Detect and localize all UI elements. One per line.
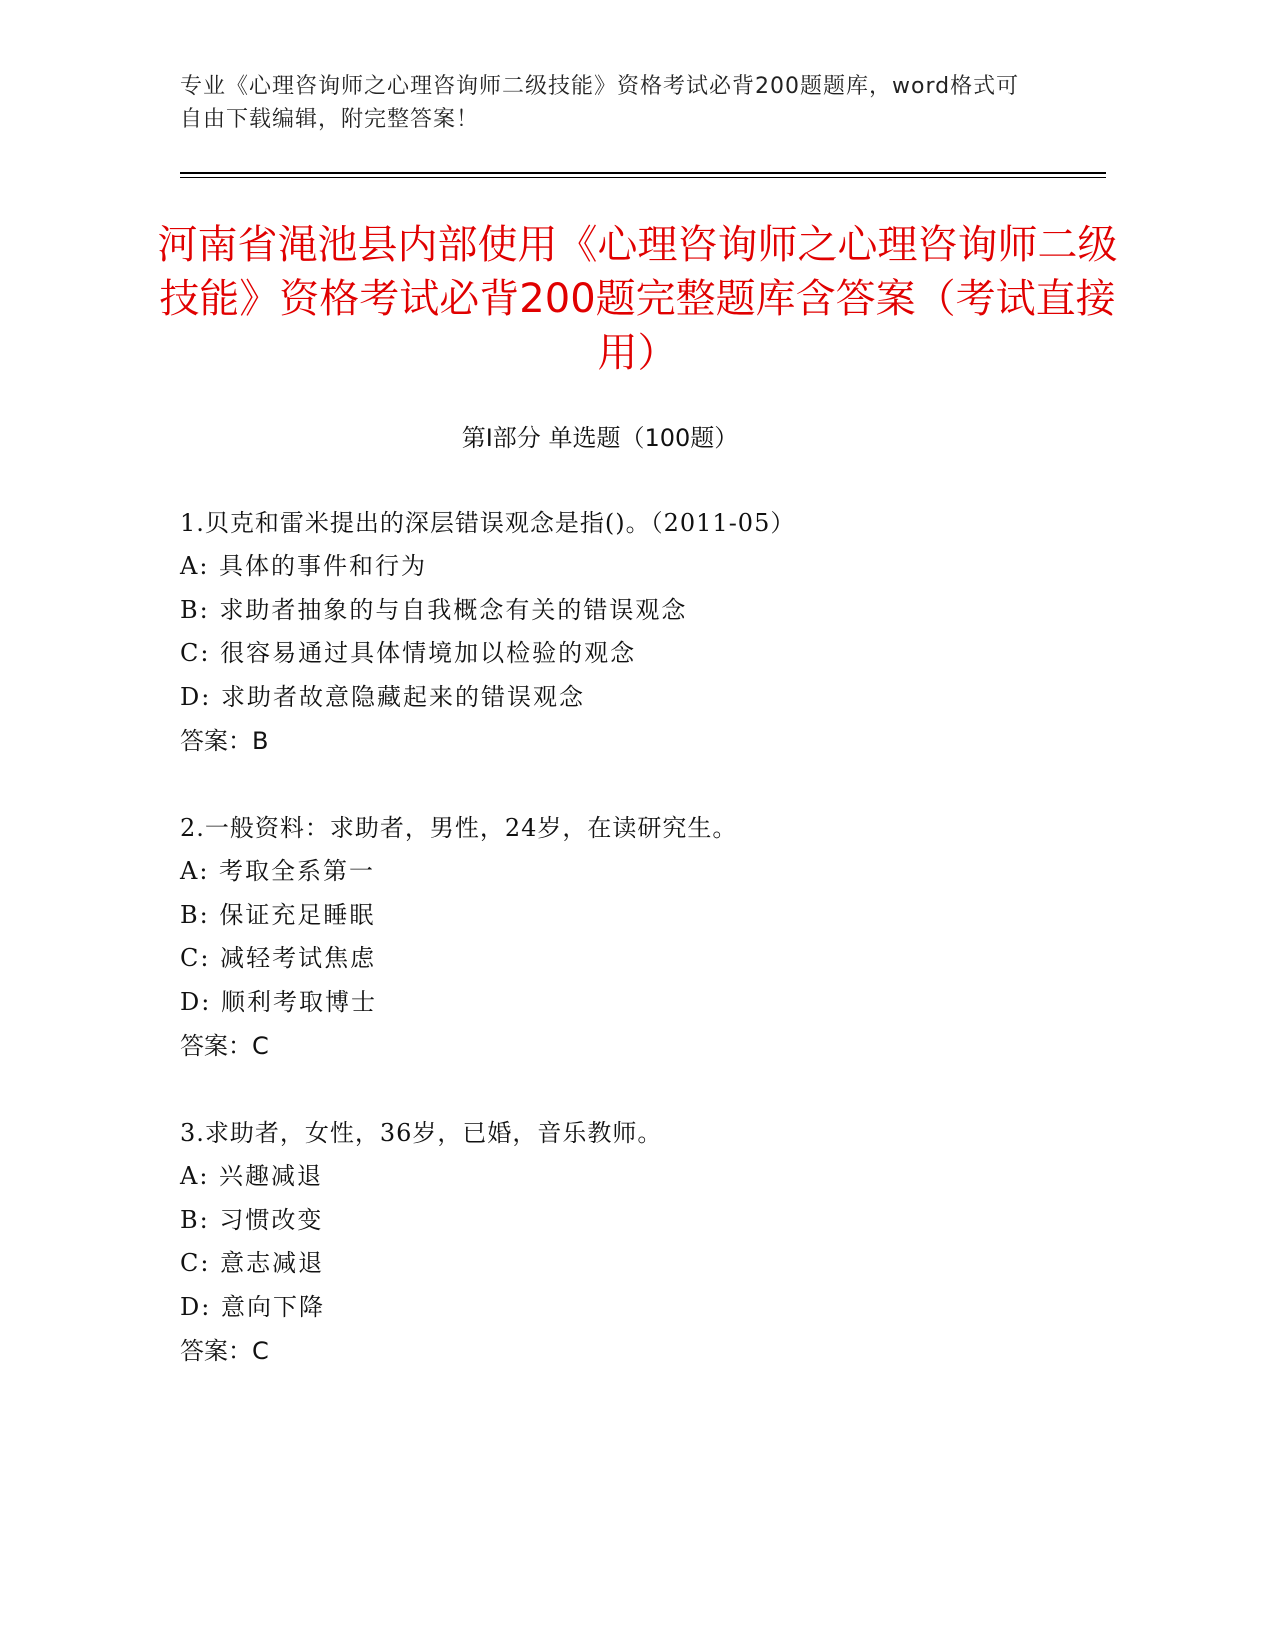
question-stem: 1.贝克和雷米提出的深层错误观念是指()。（2011-05） (180, 509, 796, 537)
question-stem: 2.一般资料：求助者，男性，24岁，在读研究生。 (180, 814, 738, 842)
option-b: B: 习惯改变 (180, 1205, 324, 1234)
section-heading: 第Ⅰ部分 单选题（100题） (461, 424, 739, 452)
option-d: D: 顺利考取博士 (180, 987, 377, 1016)
answer-label: 答案：C (180, 1032, 269, 1060)
option-c: C: 很容易通过具体情境加以检验的观念 (180, 639, 637, 667)
option-b: B: 保证充足睡眠 (180, 900, 376, 929)
header-divider-thick (180, 172, 1106, 174)
option-d: D: 意向下降 (180, 1292, 325, 1321)
header-note: 专业《心理咨询师之心理咨询师二级技能》资格考试必背200题题库，word格式可自由下载编辑，附完整答案！ (180, 74, 1020, 132)
question-stem: 3.求助者，女性，36岁，已婚，音乐教师。 (180, 1119, 663, 1147)
answer-label: 答案：B (180, 727, 269, 755)
option-a: A: 兴趣减退 (180, 1162, 324, 1190)
document-title: 河南省渑池县内部使用《心理咨询师之心理咨询师二级技能》资格考试必背200题完整题库含答案（考试直接用） (157, 222, 1118, 376)
option-a: A: 考取全系第一 (180, 857, 376, 885)
option-b: B: 求助者抽象的与自我概念有关的错误观念 (180, 595, 688, 624)
answer-label: 答案：C (180, 1337, 269, 1365)
header-divider-thin (180, 177, 1106, 178)
option-d: D: 求助者故意隐藏起来的错误观念 (180, 682, 585, 711)
option-c: C: 意志减退 (180, 1249, 325, 1277)
option-c: C: 减轻考试焦虑 (180, 944, 377, 972)
question-1 (180, 502, 1080, 763)
question-3 (180, 1112, 1080, 1373)
question-2 (180, 807, 1080, 1068)
option-a: A: 具体的事件和行为 (180, 552, 428, 580)
